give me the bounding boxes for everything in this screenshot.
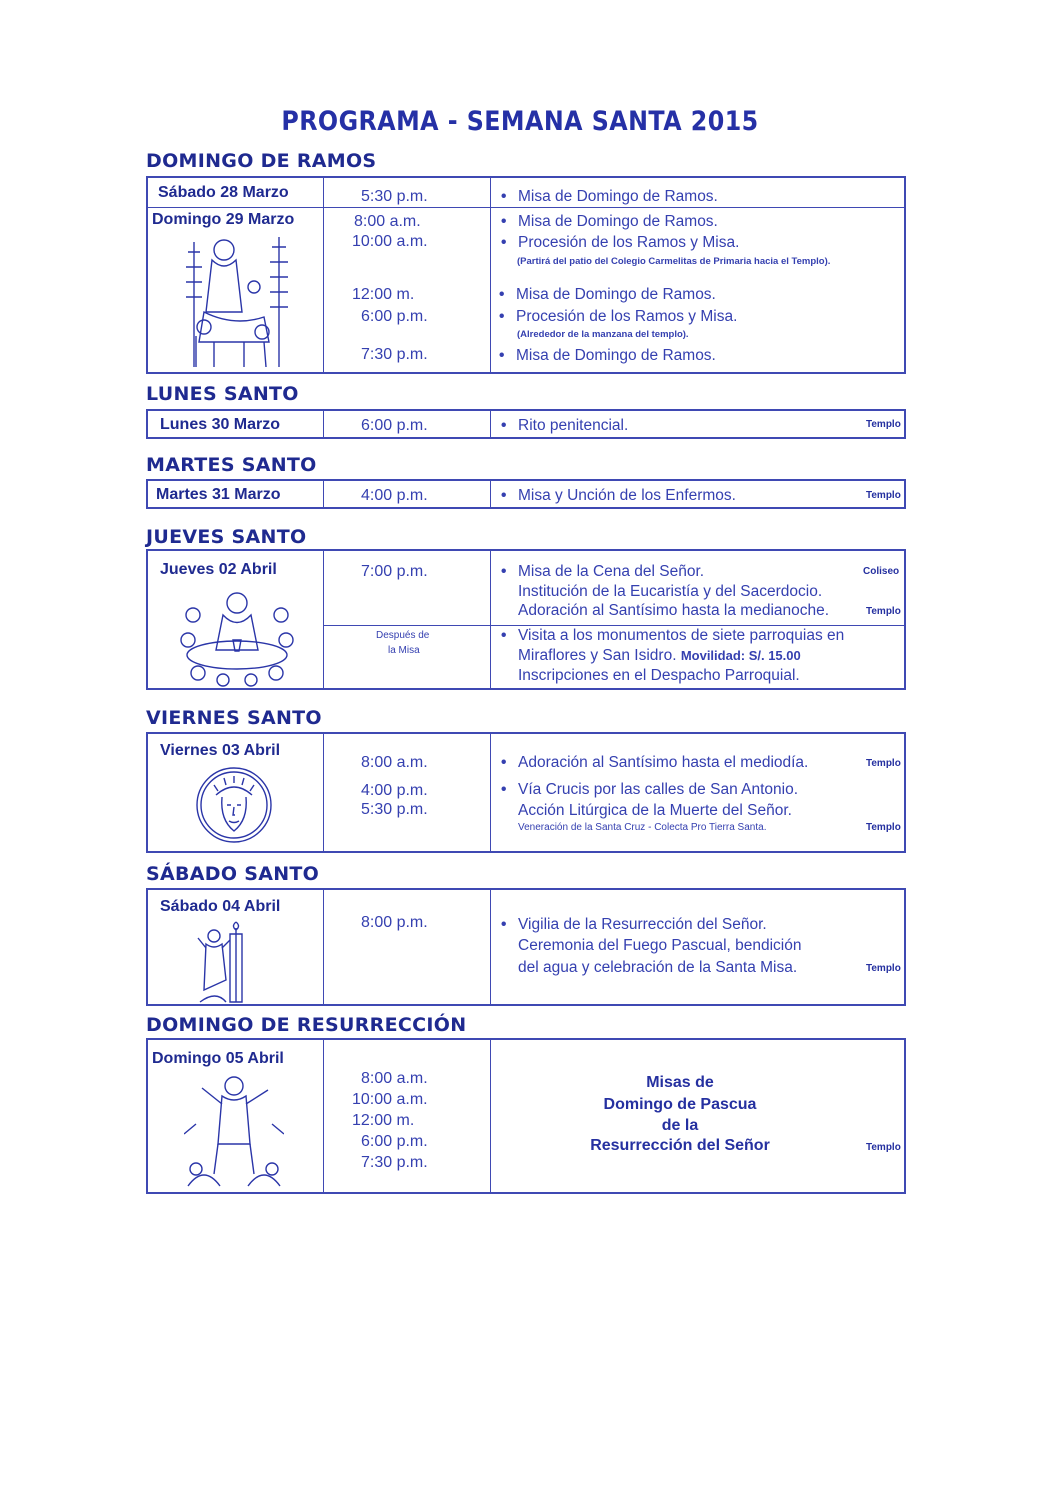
time-value: 8:00 a.m. <box>361 1070 428 1087</box>
section-heading-sabado: SÁBADO SANTO <box>146 863 320 885</box>
time-value: 4:00 p.m. <box>361 487 428 504</box>
activity: • Vía Crucis por las calles de San Antonio. <box>518 781 798 799</box>
time-value: 8:00 p.m. <box>361 914 428 931</box>
mass-label: Resurrección del Señor <box>590 1137 770 1154</box>
activity-detail: Inscripciones en el Despacho Parroquial. <box>518 667 800 684</box>
activity-note: Veneración de la Santa Cruz - Colecta Pro Tierra Santa. <box>518 822 767 833</box>
activity: • Misa de Domingo de Ramos. <box>516 286 716 304</box>
resurrection-illustration <box>184 1074 284 1192</box>
schedule-table-sabado <box>146 888 906 1006</box>
time-value: 6:00 p.m. <box>361 308 428 325</box>
place-label: Templo <box>866 758 901 769</box>
time-value: 5:30 p.m. <box>361 188 428 205</box>
activity: • Misa y Unción de los Enfermos. <box>518 487 736 505</box>
time-value: 7:30 p.m. <box>361 1154 428 1171</box>
place-label: Templo <box>866 490 901 501</box>
mass-label: Misas de <box>646 1074 714 1091</box>
activity: • Vigilia de la Resurrección del Señor. <box>518 916 767 934</box>
schedule-table-jueves <box>146 549 906 690</box>
christ-crown-of-thorns-illustration <box>194 765 274 845</box>
time-value: 7:30 p.m. <box>361 346 428 363</box>
place-label: Templo <box>866 419 901 430</box>
place-label: Templo <box>866 822 901 833</box>
easter-vigil-illustration <box>196 920 266 1004</box>
activity-detail: Adoración al Santísimo hasta la medianoche. <box>518 602 830 619</box>
mass-label: Domingo de Pascua <box>603 1096 757 1113</box>
section-heading-lunes: LUNES SANTO <box>146 383 299 405</box>
activity: • Procesión de los Ramos y Misa. <box>516 308 737 326</box>
time-value: 4:00 p.m. <box>361 782 428 799</box>
activity-detail: Institución de la Eucaristía y del Sacerdocio. <box>518 583 823 600</box>
time-note: la Misa <box>388 645 420 656</box>
schedule-table-resurreccion <box>146 1038 906 1194</box>
activity: • Misa de Domingo de Ramos. <box>516 347 716 365</box>
activity: • Rito penitencial. <box>518 417 628 435</box>
time-value: 8:00 a.m. <box>361 754 428 771</box>
activity-detail: Ceremonia del Fuego Pascual, bendición <box>518 937 802 954</box>
time-value: 12:00 m. <box>352 1112 415 1129</box>
activity: • Visita a los monumentos de siete parroquias en <box>518 627 844 645</box>
last-supper-illustration <box>178 585 296 689</box>
mass-label: de la <box>661 1117 699 1134</box>
activity-note: (Partirá del patio del Colegio Carmelitas de Primaria hacia el Templo). <box>517 256 831 267</box>
day-label: Martes 31 Marzo <box>156 486 281 503</box>
page-title: PROGRAMA - SEMANA SANTA 2015 <box>281 106 759 137</box>
activity: • Misa de la Cena del Señor. <box>518 563 704 581</box>
time-value: 8:00 a.m. <box>354 213 421 230</box>
place-label: Templo <box>866 963 901 974</box>
activity: • Procesión de los Ramos y Misa. <box>518 234 739 252</box>
schedule-table-martes <box>146 479 906 509</box>
section-heading-martes: MARTES SANTO <box>146 454 317 476</box>
time-value: 10:00 a.m. <box>352 233 428 250</box>
day-label: Viernes 03 Abril <box>160 742 281 759</box>
day-label: Sábado 04 Abril <box>160 898 281 915</box>
activity-detail <box>518 647 801 665</box>
visit-text: Miraflores y San Isidro. <box>518 647 677 664</box>
activity-detail: del agua y celebración de la Santa Misa. <box>518 959 798 976</box>
activity-detail: Acción Litúrgica de la Muerte del Señor. <box>518 802 792 819</box>
activity: • Misa de Domingo de Ramos. <box>518 213 718 231</box>
time-value: 12:00 m. <box>352 286 415 303</box>
day-label: Domingo 29 Marzo <box>152 211 295 228</box>
time-value: 5:30 p.m. <box>361 801 428 818</box>
activity: • Adoración al Santísimo hasta el mediodía. <box>518 754 808 772</box>
time-value: 10:00 a.m. <box>352 1091 428 1108</box>
place-label: Templo <box>866 606 901 617</box>
time-value: 6:00 p.m. <box>361 1133 428 1150</box>
section-heading-ramos: DOMINGO DE RAMOS <box>146 150 377 172</box>
day-label: Domingo 05 Abril <box>152 1050 284 1067</box>
day-label: Lunes 30 Marzo <box>160 416 281 433</box>
schedule-table-ramos <box>146 176 906 374</box>
place-label: Coliseo <box>863 566 900 577</box>
time-note: Después de <box>376 630 430 641</box>
day-label: Sábado 28 Marzo <box>158 184 289 201</box>
activity: • Misa de Domingo de Ramos. <box>518 188 718 206</box>
time-value: 6:00 p.m. <box>361 417 428 434</box>
place-label: Templo <box>866 1142 901 1153</box>
schedule-table-lunes <box>146 409 906 439</box>
day-label: Jueves 02 Abril <box>160 561 277 578</box>
time-value: 7:00 p.m. <box>361 563 428 580</box>
section-heading-jueves: JUEVES SANTO <box>146 526 307 548</box>
palm-sunday-illustration <box>174 232 292 370</box>
schedule-table-viernes <box>146 732 906 853</box>
activity-note: (Alrededor de la manzana del templo). <box>517 329 689 340</box>
section-heading-resurreccion: DOMINGO DE RESURRECCIÓN <box>146 1014 467 1036</box>
transport-fee: Movilidad: S/. 15.00 <box>680 648 801 663</box>
section-heading-viernes: VIERNES SANTO <box>146 707 322 729</box>
